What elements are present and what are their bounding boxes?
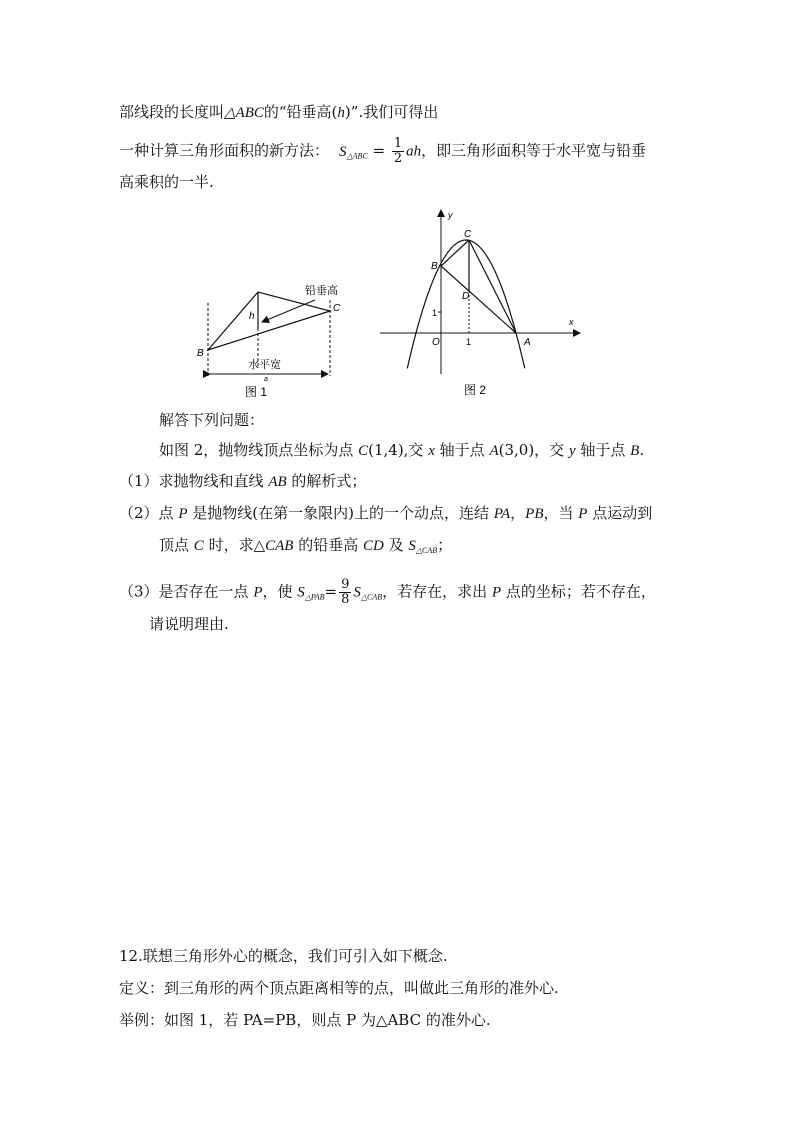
text: 定义：到三角形的两个顶点距离相等的点，叫做此三角形的准外心. — [119, 979, 559, 997]
symbol-h: h — [337, 105, 345, 121]
text: 点的坐标；若不存在， — [501, 582, 656, 601]
parabola — [407, 240, 525, 368]
label-a: A — [524, 337, 531, 348]
numerator: 1 — [393, 136, 403, 151]
text: 举例：如图 1，若 PA=PB，则点 P 为△ABC 的准外心. — [119, 1011, 491, 1029]
text: （3）是否存在一点 — [119, 582, 254, 601]
subscript: △ABC — [346, 151, 368, 161]
text: ； — [437, 536, 453, 554]
symbol-s: S — [339, 143, 347, 160]
subscript: △CAB — [415, 546, 438, 555]
text: 12.联想三角形外心的概念，我们可引入如下概念. — [119, 947, 448, 965]
numerator: 9 — [341, 577, 350, 592]
question-1 — [119, 471, 366, 492]
section-12-line-3 — [119, 1010, 491, 1030]
symbol: C — [193, 538, 204, 554]
text: (1,4),交 — [368, 441, 429, 459]
text: 的铅垂高 — [293, 536, 363, 554]
text: 轴于点 — [575, 441, 631, 459]
text: ，若存在，求出 — [382, 582, 492, 601]
question-2-line-1 — [119, 503, 652, 524]
figure-2-caption: 图 2 — [464, 383, 487, 397]
intro-line-2 — [119, 137, 646, 167]
tick-label-x-1: 1 — [466, 337, 472, 347]
text: ， — [510, 504, 526, 522]
label-x: x — [569, 317, 574, 327]
label-d: D — [462, 291, 470, 302]
subscript: △PAB — [304, 592, 325, 602]
symbol: AB — [268, 474, 287, 490]
denominator: 8 — [341, 592, 350, 607]
tick-label-y-1: 1 — [432, 308, 438, 318]
text: 点运动到 — [587, 504, 653, 522]
text: 的“铅垂高( — [263, 103, 338, 121]
label-c: C — [464, 229, 472, 240]
figure-1 — [190, 278, 360, 400]
problem-stem — [159, 440, 644, 461]
text: 高乘积的一半. — [119, 173, 214, 191]
question-3-line-1 — [119, 578, 656, 608]
label-b: B — [431, 261, 438, 272]
text: ，使 — [262, 582, 298, 601]
text: 顶点 — [159, 536, 194, 554]
symbol: C — [358, 443, 369, 459]
text: 部线段的长度叫 — [119, 103, 225, 121]
symbol: CD — [363, 538, 384, 554]
symbol: P — [578, 506, 588, 522]
text: 轴于点 — [434, 441, 490, 459]
label-h: h — [249, 311, 255, 322]
subscript: △CAB — [360, 592, 383, 602]
triangle-abc — [208, 292, 330, 350]
problem-header — [159, 410, 264, 430]
triangle-abc: △ABC — [224, 105, 264, 121]
symbol: PB — [525, 506, 544, 522]
symbol: PA — [493, 506, 511, 522]
label-a: a — [264, 376, 268, 383]
section-12-line-1 — [119, 946, 448, 966]
symbol: B — [630, 443, 640, 459]
text: 解答下列问题： — [159, 411, 265, 429]
line-ca — [469, 240, 516, 333]
text: ，即三角形面积等于水平宽与铅垂 — [421, 141, 647, 160]
intro-line-1 — [119, 102, 438, 123]
question-2-line-2 — [159, 535, 452, 561]
text: . — [639, 441, 645, 459]
text: 是抛物线(在第一象限内)上的一个动点，连结 — [187, 504, 494, 522]
text: 的解析式； — [286, 472, 367, 490]
text: 一种计算三角形面积的新方法： — [119, 141, 330, 160]
symbol: P — [178, 506, 188, 522]
figure-2 — [376, 206, 582, 400]
question-3-line-2 — [149, 614, 229, 634]
label-vertical-height: 铅垂高 — [305, 285, 338, 297]
symbol: A — [489, 443, 499, 459]
text: 请说明理由. — [149, 615, 229, 633]
line-ab — [441, 266, 516, 333]
equals: = — [367, 141, 390, 160]
figure-1-caption: 图 1 — [245, 385, 268, 399]
text: （2）点 — [119, 504, 179, 522]
text: ，当 — [543, 504, 579, 522]
symbol: P — [491, 584, 502, 601]
denominator: 2 — [393, 151, 403, 166]
symbol: y — [568, 443, 576, 459]
symbol: S — [297, 584, 305, 601]
label-c: C — [333, 303, 341, 314]
label-horizontal-width: 水平宽 — [248, 359, 281, 371]
equals: = — [324, 582, 338, 601]
symbol-ah: ah — [406, 143, 422, 160]
label-b: B — [197, 348, 204, 359]
fraction-nine-eighths — [339, 578, 351, 607]
text: 及 — [383, 536, 409, 554]
label-o: O — [432, 337, 440, 348]
symbol: P — [253, 584, 263, 601]
symbol: S — [408, 538, 416, 554]
text: 时，求△ — [203, 536, 266, 554]
text: (3,0)，交 — [498, 441, 569, 459]
symbol: x — [428, 443, 435, 459]
symbol: S — [353, 584, 361, 601]
label-y: y — [448, 210, 453, 220]
intro-line-3 — [119, 172, 214, 192]
section-12-line-2 — [119, 978, 559, 998]
text: （1）求抛物线和直线 — [119, 472, 269, 490]
text: )”.我们可得出 — [344, 103, 439, 121]
fraction-one-half — [392, 137, 404, 166]
text: 如图 2，抛物线顶点坐标为点 — [159, 441, 359, 459]
symbol: CAB — [265, 538, 294, 554]
